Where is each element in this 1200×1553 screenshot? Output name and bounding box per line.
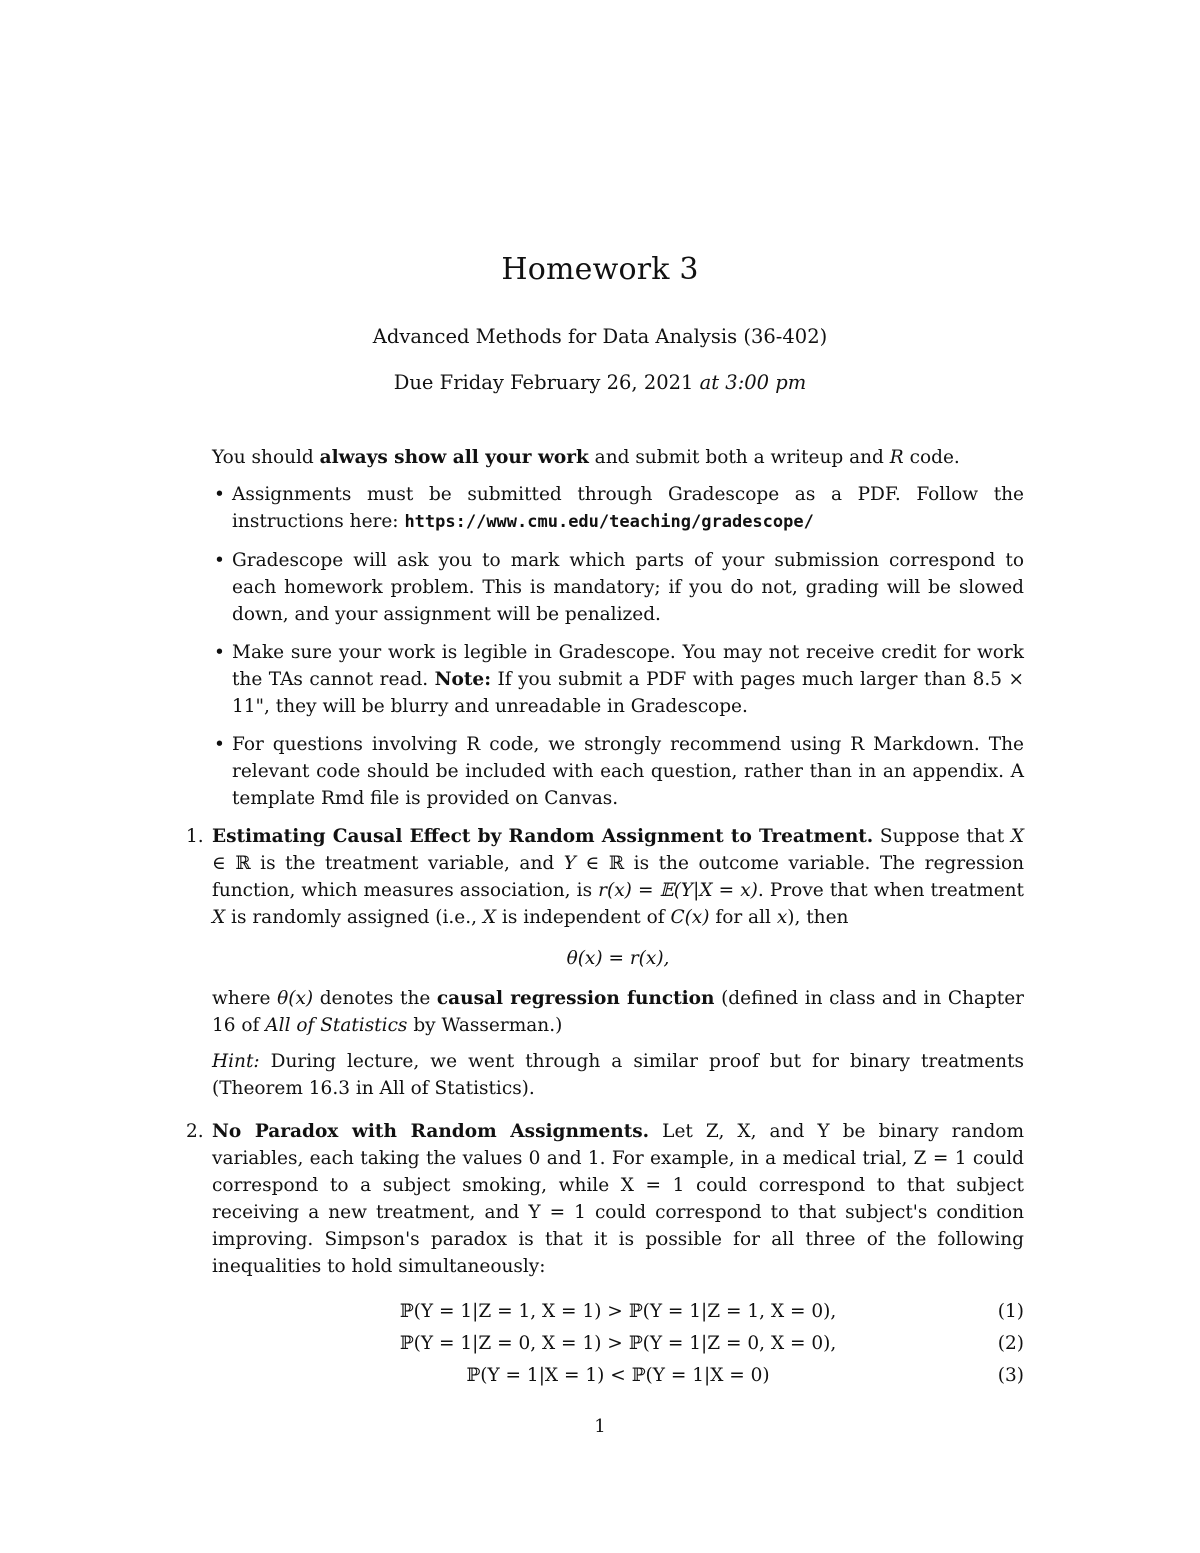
p1-text: is independent of bbox=[496, 907, 671, 928]
rule-text-2: If you submit a PDF with pages much larger than 8.5 × 11", they will be blurry and unreadable in Gradescope. bbox=[232, 669, 1024, 717]
equation-number: (2) bbox=[997, 1333, 1024, 1354]
p1-text: ∈ ℝ is the treatment variable, and bbox=[212, 853, 564, 874]
math-x: X bbox=[212, 907, 226, 928]
equation-number: (3) bbox=[997, 1365, 1024, 1386]
math-x: X bbox=[1010, 826, 1024, 847]
rule-text: Assignments must be submitted through Gradescope as a PDF. Follow the instructions here: bbox=[232, 484, 1024, 532]
math-x: x bbox=[776, 907, 788, 928]
intro-text-1: You should bbox=[212, 447, 320, 468]
hint-text: During lecture, we went through a similar proof but for binary treatments (Theorem 16.3 in All of Statistics). bbox=[212, 1051, 1024, 1099]
bullet-icon: • bbox=[214, 642, 225, 663]
p2-text: Let Z, X, and Y be binary random variables, each taking the values 0 and 1. For example, in a medical trial, Z = 1 could correspond to a subject smoking, while X = 1 could correspond to that subject receiving a new treatment, and Y = 1 could correspond to that subject's condition improving. Simpson's paradox is that it is possible for all three of the following inequalities to hold simultaneously: bbox=[212, 1121, 1024, 1277]
equation-3 bbox=[212, 1360, 1024, 1392]
rule-note-label: Note: bbox=[434, 669, 492, 690]
display-equation-text: θ(x) = r(x), bbox=[566, 948, 670, 969]
course-name: Advanced Methods for Data Analysis (36-402) bbox=[372, 325, 828, 348]
intro-paragraph bbox=[212, 444, 1024, 471]
causal-term: causal regression function bbox=[436, 988, 715, 1009]
intro-text-2: and submit both a writeup and bbox=[588, 447, 890, 468]
p1-text: is randomly assigned (i.e., bbox=[225, 907, 483, 928]
equation-list bbox=[212, 1296, 1024, 1392]
equation-expr: ℙ(Y = 1|Z = 1, X = 1) > ℙ(Y = 1|Z = 1, X = 0), bbox=[399, 1301, 837, 1322]
rule-text: For questions involving R code, we strongly recommend using R Markdown. The relevant code should be included with each question, rather than in an appendix. A template Rmd file is provided on Canvas. bbox=[232, 734, 1024, 809]
rule-item-legible bbox=[212, 639, 1024, 720]
intro-bold: always show all your work bbox=[319, 447, 589, 468]
intro-r: R bbox=[889, 447, 904, 468]
gradescope-link[interactable]: https://www.cmu.edu/teaching/gradescope/ bbox=[404, 512, 814, 532]
rules-list bbox=[212, 481, 1024, 812]
p1-text: ∈ ℝ is the outcome variable. The regression function, which measures association, is bbox=[212, 853, 1024, 901]
problem-1-hint bbox=[212, 1048, 1024, 1102]
p1-text: Suppose that bbox=[873, 826, 1011, 847]
p1-text: ), then bbox=[787, 907, 849, 928]
due-date bbox=[0, 371, 1200, 394]
rule-item-mark-parts bbox=[212, 547, 1024, 628]
main-content bbox=[186, 444, 1025, 1392]
math-y: Y bbox=[563, 853, 576, 874]
math-regression: r(x) = 𝔼(Y|X = x) bbox=[598, 880, 758, 901]
math-cx: C(x) bbox=[670, 907, 710, 928]
bullet-icon: • bbox=[214, 484, 225, 505]
book-title: All of Statistics bbox=[265, 1015, 408, 1036]
page-number: 1 bbox=[594, 1416, 606, 1437]
rule-text: Gradescope will ask you to mark which parts of your submission correspond to each homework problem. This is mandatory; if you do not, grading will be slowed down, and your assignment will be penalized. bbox=[232, 550, 1024, 625]
p1-text: (defined in class and in Chapter 16 of bbox=[212, 988, 1025, 1036]
problem-2 bbox=[186, 1118, 1024, 1392]
equation-2 bbox=[212, 1328, 1024, 1360]
rule-item-gradescope-pdf bbox=[212, 481, 1024, 536]
problem-1-where bbox=[212, 985, 1024, 1039]
page-title: Homework 3 bbox=[501, 252, 699, 287]
rule-item-r-markdown bbox=[212, 731, 1024, 812]
problem-1 bbox=[186, 823, 1025, 1102]
math-theta: θ(x) bbox=[277, 988, 314, 1009]
problem-1-heading: Estimating Causal Effect by Random Assignment to Treatment. bbox=[212, 826, 874, 847]
problem-2-statement bbox=[212, 1118, 1024, 1280]
hint-label: Hint: bbox=[212, 1051, 260, 1072]
equation-expr: ℙ(Y = 1|Z = 0, X = 1) > ℙ(Y = 1|Z = 0, X = 0), bbox=[399, 1333, 837, 1354]
display-equation bbox=[212, 945, 1024, 972]
equation-expr: ℙ(Y = 1|X = 1) < ℙ(Y = 1|X = 0) bbox=[466, 1365, 770, 1386]
due-date-prefix: Due Friday February 26, 2021 bbox=[393, 371, 700, 394]
problem-number: 1. bbox=[186, 826, 204, 847]
equation-1 bbox=[212, 1296, 1024, 1328]
math-x: X bbox=[482, 907, 497, 928]
p1-text: for all bbox=[709, 907, 777, 928]
p1-text: . Prove that when treatment bbox=[757, 880, 1024, 901]
problem-1-statement bbox=[212, 823, 1024, 931]
p1-text: by Wasserman.) bbox=[407, 1015, 563, 1036]
intro-text-3: code. bbox=[903, 447, 960, 468]
due-time: at 3:00 pm bbox=[699, 371, 807, 394]
rule-text: Make sure your work is legible in Gradescope. You may not receive credit for work the TAs cannot read. bbox=[232, 642, 1024, 690]
problem-2-heading: No Paradox with Random Assignments. bbox=[212, 1121, 650, 1142]
bullet-icon: • bbox=[214, 734, 225, 755]
p1-text: where bbox=[212, 988, 278, 1009]
equation-number: (1) bbox=[997, 1301, 1024, 1322]
bullet-icon: • bbox=[214, 550, 225, 571]
p1-text: denotes the bbox=[313, 988, 437, 1009]
problem-number: 2. bbox=[186, 1121, 204, 1142]
